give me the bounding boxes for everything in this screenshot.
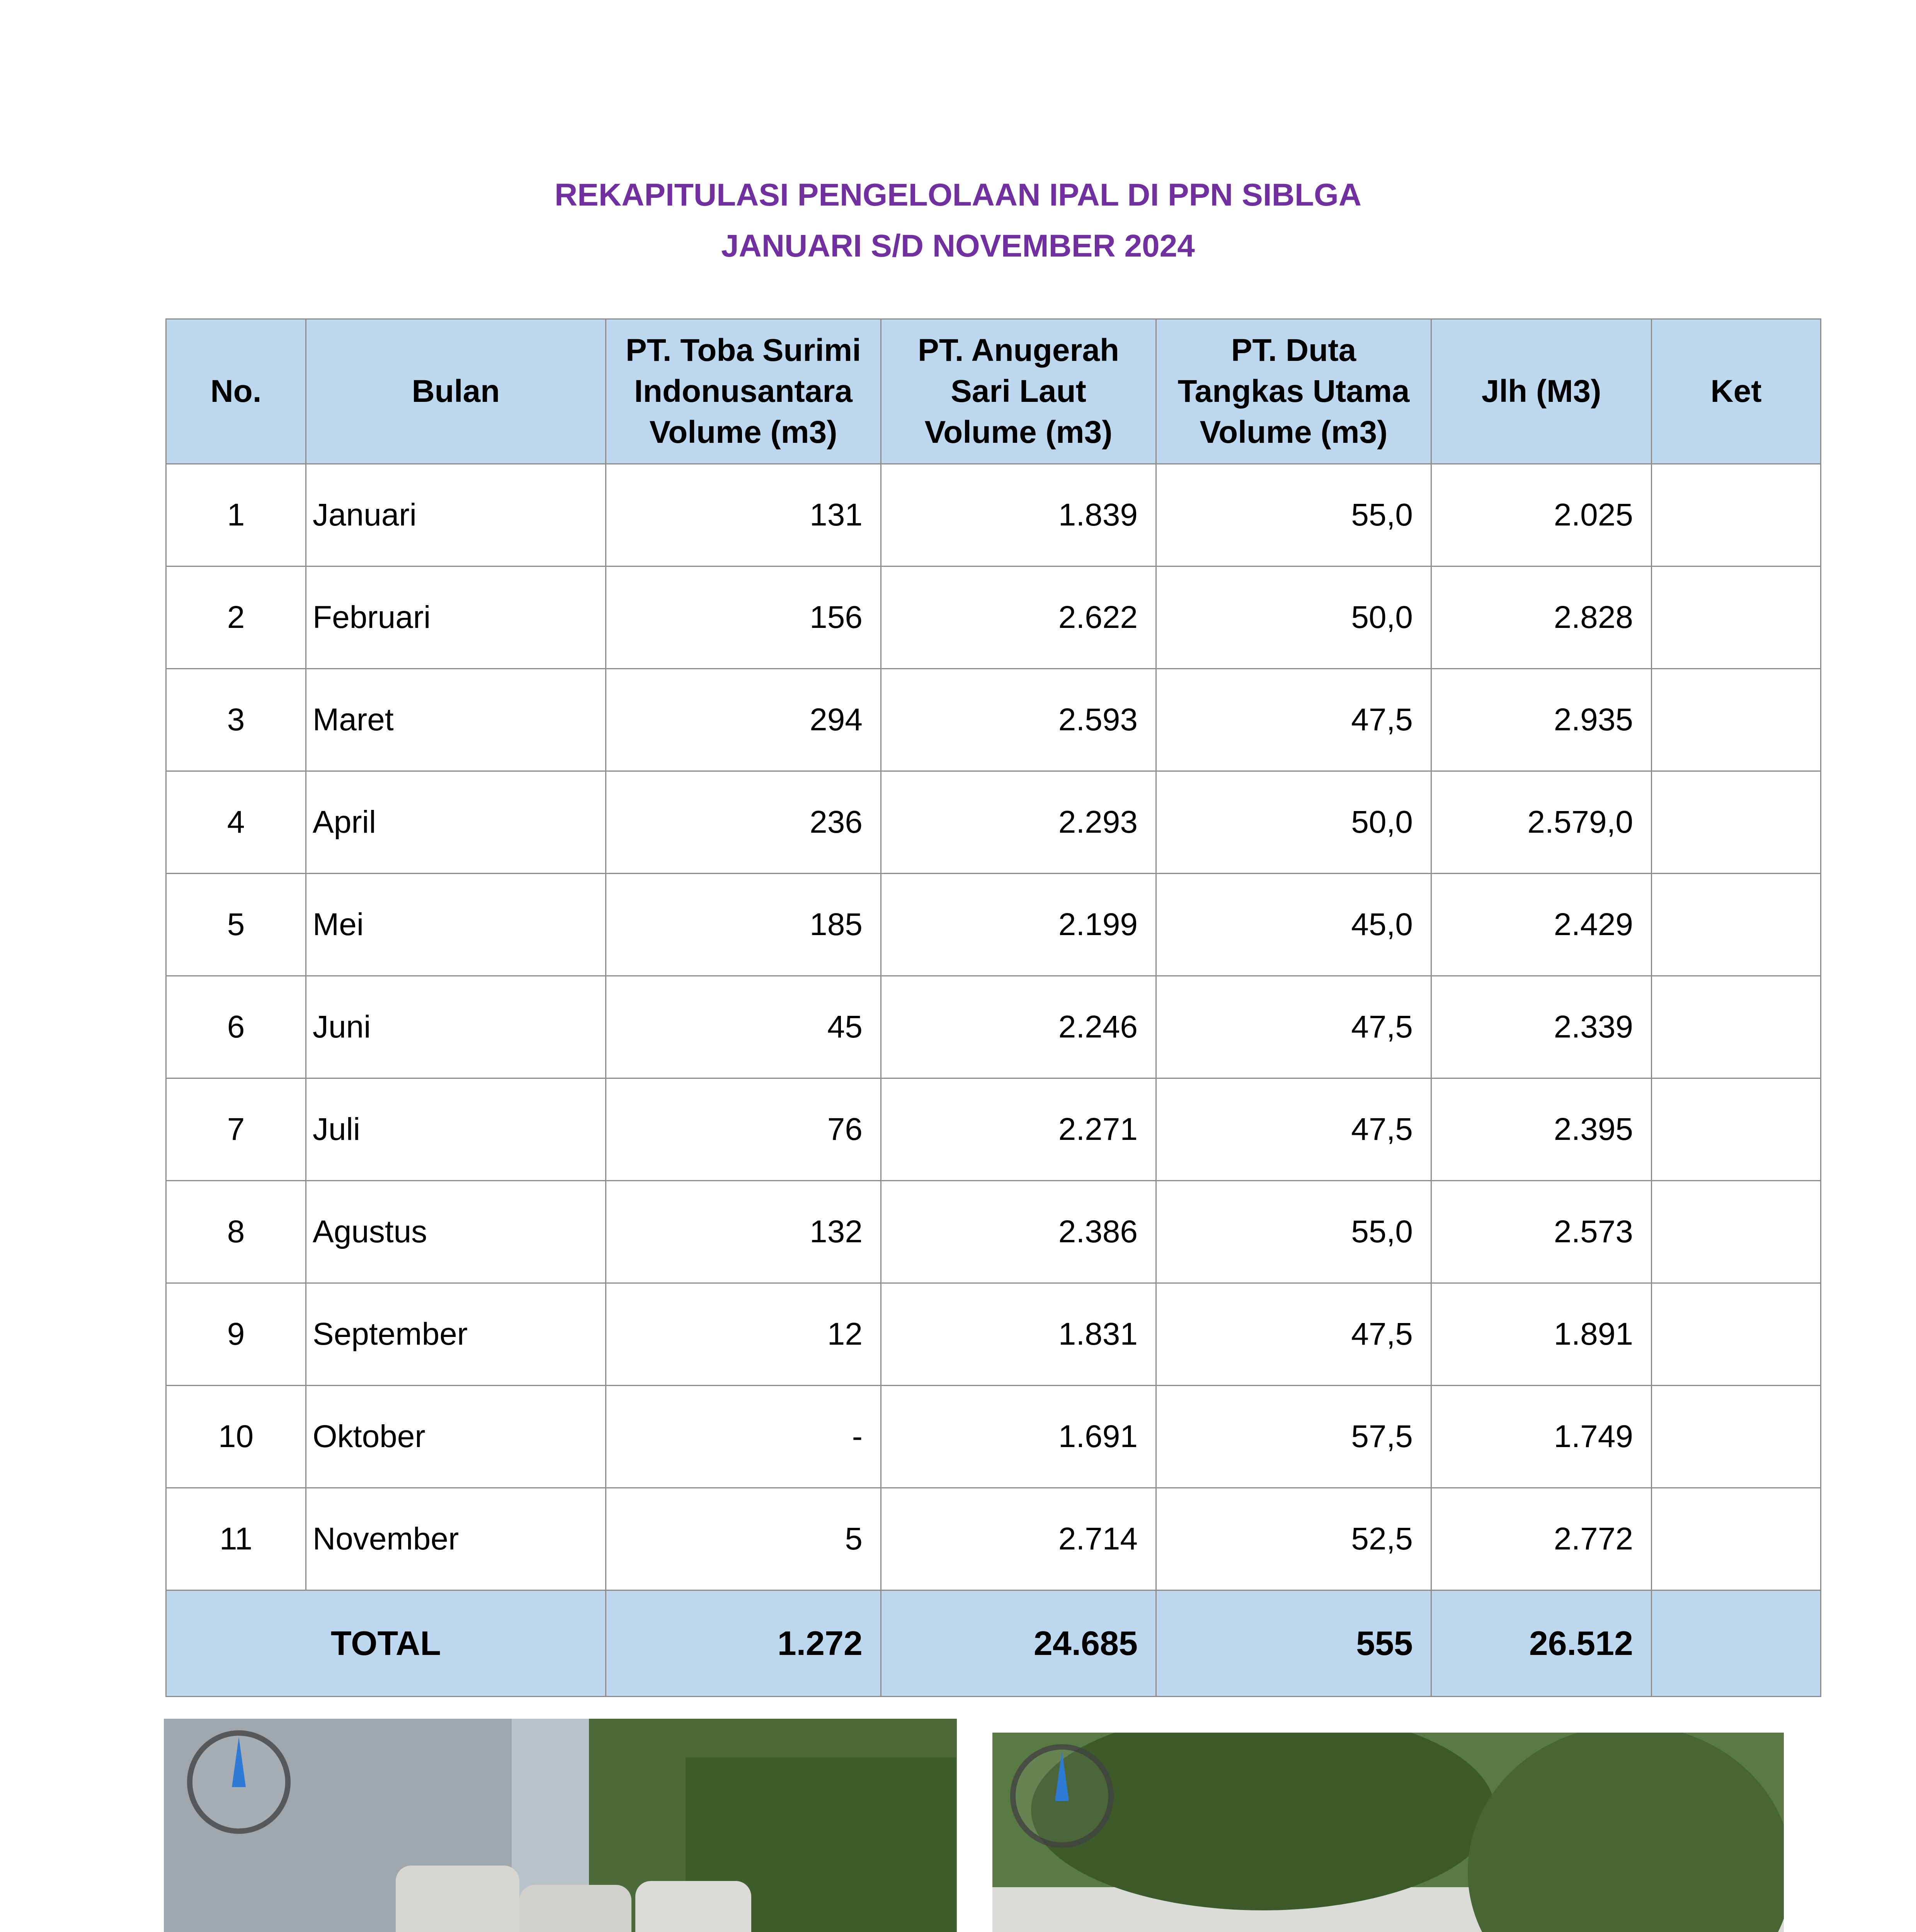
cell-anugerah: 2.714: [881, 1488, 1156, 1590]
cell-ket: [1652, 1488, 1821, 1590]
header-anugerah-line: Sari Laut: [951, 374, 1086, 409]
total-anugerah: 24.685: [881, 1590, 1156, 1697]
cell-no: 7: [166, 1078, 306, 1181]
compass-icon: [1010, 1744, 1114, 1848]
cell-toba: 5: [606, 1488, 881, 1590]
cell-toba: 131: [606, 464, 881, 566]
cell-bulan: April: [306, 771, 606, 874]
cell-bulan: November: [306, 1488, 606, 1590]
total-row: [166, 1590, 1821, 1697]
cell-anugerah: 2.199: [881, 874, 1156, 976]
header-duta: [1156, 319, 1431, 464]
cell-ket: [1652, 566, 1821, 669]
cell-bulan: Juli: [306, 1078, 606, 1181]
site-photo-settling-basin: [992, 1733, 1784, 1932]
cell-jlh: 1.891: [1431, 1283, 1652, 1386]
cell-bulan: Januari: [306, 464, 606, 566]
cell-jlh: 2.025: [1431, 464, 1652, 566]
cell-toba: 45: [606, 976, 881, 1078]
cell-duta: 50,0: [1156, 771, 1431, 874]
cell-jlh: 2.429: [1431, 874, 1652, 976]
cell-ket: [1652, 771, 1821, 874]
cell-toba: 156: [606, 566, 881, 669]
cell-ket: [1652, 1181, 1821, 1283]
cell-bulan: Mei: [306, 874, 606, 976]
cell-toba: 294: [606, 669, 881, 771]
header-anugerah: [881, 319, 1156, 464]
cell-anugerah: 2.246: [881, 976, 1156, 1078]
cell-duta: 52,5: [1156, 1488, 1431, 1590]
cell-no: 8: [166, 1181, 306, 1283]
cell-anugerah: 1.691: [881, 1386, 1156, 1488]
cell-bulan: Oktober: [306, 1386, 606, 1488]
cell-toba: -: [606, 1386, 881, 1488]
table-row: [166, 1181, 1821, 1283]
total-duta: 555: [1156, 1590, 1431, 1697]
table-row: [166, 1386, 1821, 1488]
table-row: [166, 1078, 1821, 1181]
total-ket: [1652, 1590, 1821, 1697]
cell-duta: 47,5: [1156, 669, 1431, 771]
cell-toba: 132: [606, 1181, 881, 1283]
settling-basin-scene: [992, 1733, 1784, 1932]
header-anugerah-line: Volume (m3): [924, 415, 1113, 450]
table-row: [166, 669, 1821, 771]
cell-no: 2: [166, 566, 306, 669]
document-title: REKAPITULASI PENGELOLAAN IPAL DI PPN SIBLGA: [554, 177, 1362, 213]
header-toba: [606, 319, 881, 464]
ipal-recap-table: [165, 318, 1821, 1697]
header-duta-line: PT. Duta: [1231, 333, 1356, 368]
cell-anugerah: 1.839: [881, 464, 1156, 566]
cell-duta: 50,0: [1156, 566, 1431, 669]
header-jlh: Jlh (M3): [1431, 319, 1652, 464]
cell-bulan: September: [306, 1283, 606, 1386]
cell-ket: [1652, 669, 1821, 771]
cell-toba: 185: [606, 874, 881, 976]
compass-icon: [187, 1730, 291, 1834]
cell-duta: 47,5: [1156, 1283, 1431, 1386]
cell-toba: 12: [606, 1283, 881, 1386]
cell-anugerah: 2.271: [881, 1078, 1156, 1181]
site-photo-cooling-towers: [164, 1719, 957, 1932]
cell-no: 10: [166, 1386, 306, 1488]
cell-jlh: 1.749: [1431, 1386, 1652, 1488]
header-duta-line: Volume (m3): [1200, 415, 1388, 450]
header-anugerah-line: PT. Anugerah: [918, 333, 1119, 368]
cell-ket: [1652, 976, 1821, 1078]
cell-duta: 45,0: [1156, 874, 1431, 976]
cell-anugerah: 2.593: [881, 669, 1156, 771]
cell-ket: [1652, 464, 1821, 566]
cell-no: 11: [166, 1488, 306, 1590]
cell-bulan: Februari: [306, 566, 606, 669]
cell-bulan: Maret: [306, 669, 606, 771]
cell-no: 9: [166, 1283, 306, 1386]
cell-ket: [1652, 1078, 1821, 1181]
cell-ket: [1652, 1283, 1821, 1386]
table-row: [166, 976, 1821, 1078]
cell-duta: 55,0: [1156, 464, 1431, 566]
header-toba-line: Volume (m3): [649, 415, 837, 450]
cell-jlh: 2.579,0: [1431, 771, 1652, 874]
table-row: [166, 874, 1821, 976]
cell-toba: 236: [606, 771, 881, 874]
cell-no: 5: [166, 874, 306, 976]
cell-ket: [1652, 874, 1821, 976]
cell-bulan: Agustus: [306, 1181, 606, 1283]
cell-toba: 76: [606, 1078, 881, 1181]
table-row: [166, 566, 1821, 669]
cell-no: 3: [166, 669, 306, 771]
cell-duta: 55,0: [1156, 1181, 1431, 1283]
total-label: TOTAL: [166, 1590, 606, 1697]
cell-no: 1: [166, 464, 306, 566]
cell-jlh: 2.935: [1431, 669, 1652, 771]
table-row: [166, 464, 1821, 566]
cell-duta: 57,5: [1156, 1386, 1431, 1488]
cell-jlh: 2.828: [1431, 566, 1652, 669]
cell-jlh: 2.772: [1431, 1488, 1652, 1590]
header-toba-line: PT. Toba Surimi: [626, 333, 861, 368]
total-toba: 1.272: [606, 1590, 881, 1697]
cell-jlh: 2.395: [1431, 1078, 1652, 1181]
cell-anugerah: 2.622: [881, 566, 1156, 669]
table-row: [166, 1283, 1821, 1386]
header-ket: Ket: [1652, 319, 1821, 464]
header-no: No.: [166, 319, 306, 464]
cell-duta: 47,5: [1156, 1078, 1431, 1181]
cell-anugerah: 2.293: [881, 771, 1156, 874]
total-jlh: 26.512: [1431, 1590, 1652, 1697]
header-bulan: Bulan: [306, 319, 606, 464]
cell-duta: 47,5: [1156, 976, 1431, 1078]
cell-anugerah: 2.386: [881, 1181, 1156, 1283]
header-toba-line: Indonusantara: [634, 374, 853, 409]
cell-no: 6: [166, 976, 306, 1078]
cell-jlh: 2.573: [1431, 1181, 1652, 1283]
table-row: [166, 1488, 1821, 1590]
cell-anugerah: 1.831: [881, 1283, 1156, 1386]
cooling-tower-scene: [164, 1719, 957, 1932]
header-duta-line: Tangkas Utama: [1178, 374, 1410, 409]
table-row: [166, 771, 1821, 874]
document-subtitle: JANUARI S/D NOVEMBER 2024: [721, 228, 1195, 264]
cell-bulan: Juni: [306, 976, 606, 1078]
cell-ket: [1652, 1386, 1821, 1488]
cell-no: 4: [166, 771, 306, 874]
table-header-row: [166, 319, 1821, 464]
cell-jlh: 2.339: [1431, 976, 1652, 1078]
